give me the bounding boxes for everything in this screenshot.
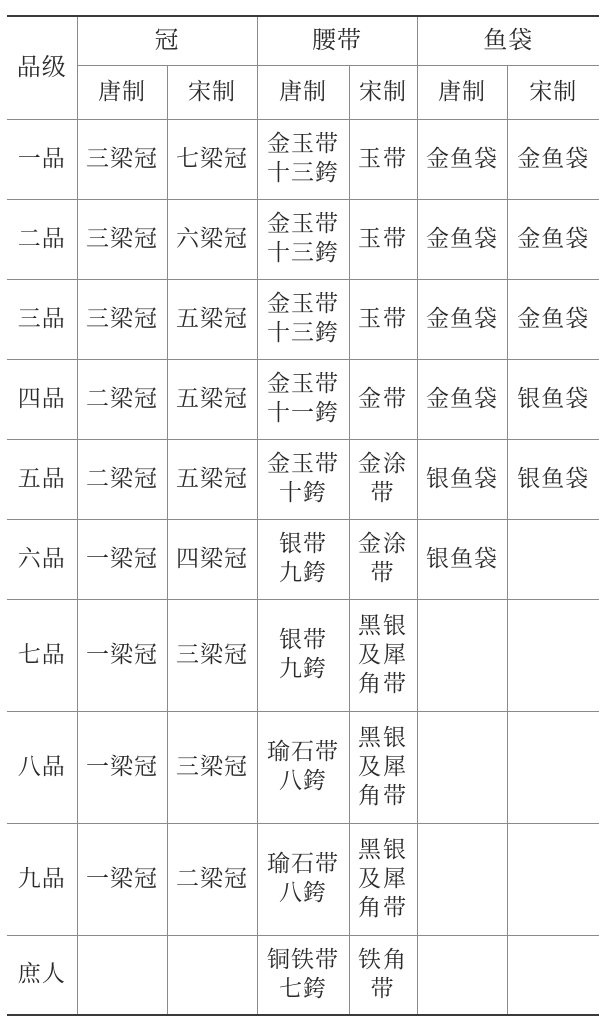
rank-cell: 一品 — [7, 119, 77, 199]
header-group-guan: 冠 — [77, 16, 257, 65]
header-group-yaodai: 腰带 — [257, 16, 417, 65]
yudai-tang-cell: 金鱼袋 — [417, 359, 507, 439]
header-row-groups — [7, 16, 599, 65]
yudai-tang-cell: 银鱼袋 — [417, 439, 507, 519]
guan-song-cell: 五梁冠 — [167, 359, 257, 439]
guan-song-cell: 四梁冠 — [167, 519, 257, 599]
header-group-yudai: 鱼袋 — [417, 16, 599, 65]
rank-cell: 九品 — [7, 823, 77, 935]
yaodai-tang-cell: 金玉带 十銙 — [257, 439, 349, 519]
yudai-song-cell: 金鱼袋 — [507, 119, 599, 199]
yaodai-song-cell: 玉带 — [349, 199, 417, 279]
table-row — [7, 823, 599, 935]
yaodai-song-cell: 黑银 及犀 角带 — [349, 823, 417, 935]
table-row — [7, 935, 599, 1015]
rank-cell: 二品 — [7, 199, 77, 279]
rank-cell: 八品 — [7, 711, 77, 823]
table-row — [7, 519, 599, 599]
guan-song-cell — [167, 935, 257, 1015]
guan-song-cell: 三梁冠 — [167, 599, 257, 711]
header-yaodai-tang: 唐制 — [257, 65, 349, 119]
header-guan-song: 宋制 — [167, 65, 257, 119]
table-row — [7, 439, 599, 519]
yudai-tang-cell: 金鱼袋 — [417, 199, 507, 279]
header-guan-tang: 唐制 — [77, 65, 167, 119]
yudai-song-cell: 银鱼袋 — [507, 359, 599, 439]
guan-tang-cell: 二梁冠 — [77, 359, 167, 439]
guan-song-cell: 七梁冠 — [167, 119, 257, 199]
table-row — [7, 279, 599, 359]
yaodai-song-cell: 金涂 带 — [349, 439, 417, 519]
yaodai-tang-cell: 瑜石带 八銙 — [257, 823, 349, 935]
guan-tang-cell: 一梁冠 — [77, 711, 167, 823]
yudai-tang-cell: 银鱼袋 — [417, 519, 507, 599]
guan-tang-cell: 三梁冠 — [77, 119, 167, 199]
yaodai-song-cell: 黑银 及犀 角带 — [349, 711, 417, 823]
guan-song-cell: 六梁冠 — [167, 199, 257, 279]
yudai-tang-cell: 金鱼袋 — [417, 279, 507, 359]
yudai-tang-cell: 金鱼袋 — [417, 119, 507, 199]
header-yudai-song: 宋制 — [507, 65, 599, 119]
yudai-tang-cell — [417, 711, 507, 823]
guan-song-cell: 三梁冠 — [167, 711, 257, 823]
header-rank: 品级 — [7, 16, 77, 119]
table-row — [7, 199, 599, 279]
yaodai-tang-cell: 金玉带 十三銙 — [257, 119, 349, 199]
guan-tang-cell — [77, 935, 167, 1015]
rank-cell: 三品 — [7, 279, 77, 359]
guan-tang-cell: 三梁冠 — [77, 279, 167, 359]
yaodai-tang-cell: 金玉带 十三銙 — [257, 279, 349, 359]
yudai-tang-cell — [417, 599, 507, 711]
guan-song-cell: 二梁冠 — [167, 823, 257, 935]
yudai-tang-cell — [417, 823, 507, 935]
yudai-song-cell — [507, 519, 599, 599]
yudai-tang-cell — [417, 935, 507, 1015]
yudai-song-cell: 金鱼袋 — [507, 199, 599, 279]
table-row — [7, 359, 599, 439]
yudai-song-cell: 银鱼袋 — [507, 439, 599, 519]
yaodai-song-cell: 金涂 带 — [349, 519, 417, 599]
rank-cell: 五品 — [7, 439, 77, 519]
yudai-song-cell — [507, 935, 599, 1015]
yaodai-song-cell: 黑银 及犀 角带 — [349, 599, 417, 711]
guan-tang-cell: 一梁冠 — [77, 823, 167, 935]
rank-cell: 庶人 — [7, 935, 77, 1015]
yaodai-song-cell: 铁角 带 — [349, 935, 417, 1015]
table-row — [7, 119, 599, 199]
header-row-sub — [7, 65, 599, 119]
table-row — [7, 711, 599, 823]
table-row — [7, 599, 599, 711]
yaodai-tang-cell: 铜铁带 七銙 — [257, 935, 349, 1015]
yudai-song-cell — [507, 823, 599, 935]
yaodai-song-cell: 玉带 — [349, 279, 417, 359]
yudai-song-cell — [507, 711, 599, 823]
yaodai-tang-cell: 金玉带 十三銙 — [257, 199, 349, 279]
header-yudai-tang: 唐制 — [417, 65, 507, 119]
yaodai-song-cell: 玉带 — [349, 119, 417, 199]
rank-cell: 四品 — [7, 359, 77, 439]
guan-tang-cell: 一梁冠 — [77, 599, 167, 711]
rank-costume-table — [7, 15, 599, 1016]
rank-cell: 六品 — [7, 519, 77, 599]
rank-cell: 七品 — [7, 599, 77, 711]
yaodai-tang-cell: 瑜石带 八銙 — [257, 711, 349, 823]
guan-tang-cell: 三梁冠 — [77, 199, 167, 279]
guan-song-cell: 五梁冠 — [167, 279, 257, 359]
yudai-song-cell — [507, 599, 599, 711]
guan-song-cell: 五梁冠 — [167, 439, 257, 519]
yaodai-tang-cell: 银带 九銙 — [257, 519, 349, 599]
guan-tang-cell: 二梁冠 — [77, 439, 167, 519]
yaodai-tang-cell: 银带 九銙 — [257, 599, 349, 711]
yaodai-tang-cell: 金玉带 十一銙 — [257, 359, 349, 439]
guan-tang-cell: 一梁冠 — [77, 519, 167, 599]
yaodai-song-cell: 金带 — [349, 359, 417, 439]
header-yaodai-song: 宋制 — [349, 65, 417, 119]
yudai-song-cell: 金鱼袋 — [507, 279, 599, 359]
